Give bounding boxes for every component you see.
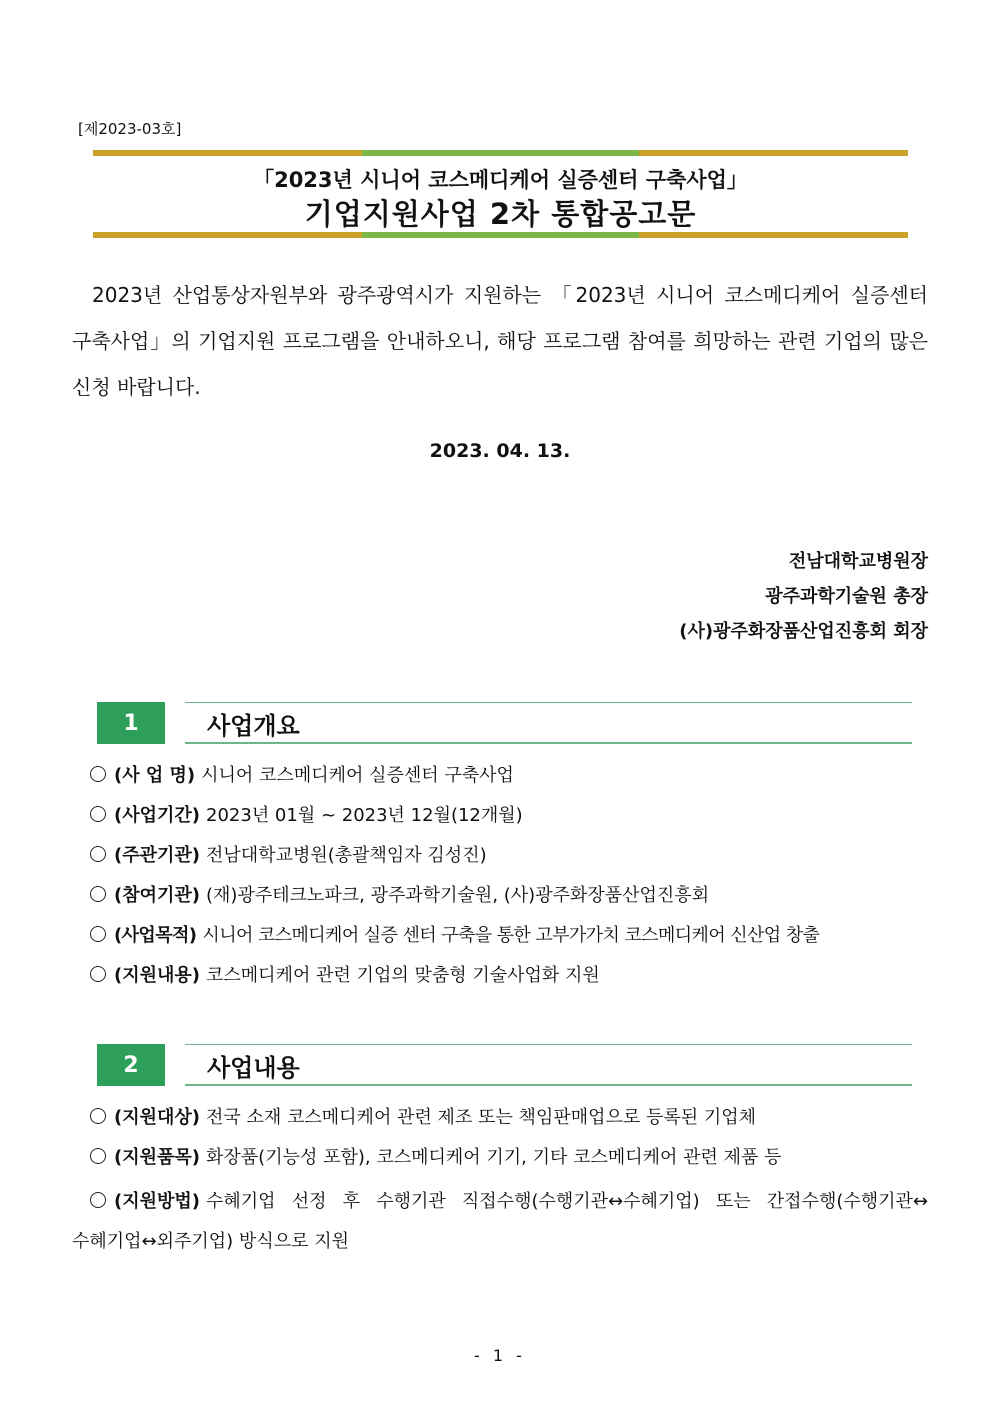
- section-1-title: 사업개요: [207, 712, 300, 740]
- section-1-line-bottom: [185, 742, 912, 744]
- item-value: 시니어 코스메디케어 실증 센터 구축을 통한 고부가가치 코스메디케어 신산업 창출: [202, 925, 820, 946]
- item-value: 2023년 01월 ~ 2023년 12월(12개월): [206, 805, 523, 826]
- section-1-line-top: [185, 702, 912, 703]
- list-item: [90, 1138, 930, 1178]
- item-value: 화장품(기능성 포함), 코스메디케어 기기, 기타 코스메디케어 관련 제품 등: [206, 1147, 782, 1168]
- section-2-header: [97, 1044, 912, 1086]
- circle-bullet-icon: [90, 1148, 106, 1164]
- section-1-header: [97, 702, 912, 744]
- item-value: 수혜기업 선정 후 수행기관 직접수행(수행기관↔수혜기업) 또는 간접수행(수행기관↔수혜기업↔외주기업) 방식으로 지원: [72, 1191, 928, 1252]
- item-value: (재)광주테크노파크, 광주과학기술원, (사)광주화장품산업진흥회: [206, 885, 710, 906]
- list-item: [90, 1098, 930, 1138]
- circle-bullet-icon: [90, 766, 106, 782]
- circle-bullet-icon: [90, 1192, 106, 1208]
- item-label: (주관기관): [114, 845, 201, 866]
- item-label: (지원대상): [114, 1107, 201, 1128]
- item-label: (지원방법): [114, 1191, 201, 1212]
- title-bar-top: [93, 150, 908, 156]
- circle-bullet-icon: [90, 1108, 106, 1124]
- item-label: (사 업 명): [114, 765, 196, 786]
- signer-gist: 광주과학기술원 총장: [765, 586, 928, 607]
- list-item: [90, 796, 930, 836]
- section-2-number: 2: [97, 1044, 165, 1086]
- intro-paragraph: 2023년 산업통상자원부와 광주광역시가 지원하는 「2023년 시니어 코스메디케어 실증센터 구축사업」의 기업지원 프로그램을 안내하오니, 해당 프로그램 참여를 희망하는 관련 기업의 많은 신청 바랍니다.: [72, 283, 928, 399]
- item-label: (사업목적): [114, 925, 197, 946]
- list-item: [90, 956, 930, 996]
- item-label: (참여기관): [114, 885, 201, 906]
- section-2-line-top: [185, 1044, 912, 1045]
- list-item: [90, 916, 930, 956]
- circle-bullet-icon: [90, 966, 106, 982]
- section-1-items: [90, 756, 930, 996]
- list-item: [90, 836, 930, 876]
- list-item-wrapped: [72, 1182, 928, 1262]
- item-value: 코스메디케어 관련 기업의 맞춤형 기술사업화 지원: [206, 965, 600, 986]
- title-bar-bottom: [93, 232, 908, 238]
- circle-bullet-icon: [90, 926, 106, 942]
- signer-association: (사)광주화장품산업진흥회 회장: [679, 621, 928, 642]
- section-2-line-bottom: [185, 1084, 912, 1086]
- circle-bullet-icon: [90, 806, 106, 822]
- document-number: [제2023-03호]: [78, 120, 182, 138]
- signer-hospital: 전남대학교병원장: [788, 551, 928, 572]
- page-number: - 1 -: [474, 1346, 526, 1365]
- item-value: 시니어 코스메디케어 실증센터 구축사업: [201, 765, 514, 786]
- title-line-2: 기업지원사업 2차 통합공고문: [304, 197, 697, 231]
- title-line-1: 「2023년 시니어 코스메디케어 실증센터 구축사업」: [253, 168, 748, 192]
- item-label: (사업기간): [114, 805, 201, 826]
- circle-bullet-icon: [90, 886, 106, 902]
- item-label: (지원내용): [114, 965, 201, 986]
- list-item: [90, 756, 930, 796]
- item-value: 전국 소재 코스메디케어 관련 제조 또는 책임판매업으로 등록된 기업체: [206, 1107, 757, 1128]
- section-1-number: 1: [97, 702, 165, 744]
- signers: [679, 544, 928, 649]
- title-block: [93, 150, 908, 240]
- section-2-items: [90, 1098, 930, 1178]
- section-2-title: 사업내용: [207, 1054, 300, 1082]
- circle-bullet-icon: [90, 846, 106, 862]
- item-label: (지원품목): [114, 1147, 201, 1168]
- announcement-date: 2023. 04. 13.: [429, 440, 571, 462]
- list-item: [90, 876, 930, 916]
- item-value: 전남대학교병원(총괄책임자 김성진): [206, 845, 487, 866]
